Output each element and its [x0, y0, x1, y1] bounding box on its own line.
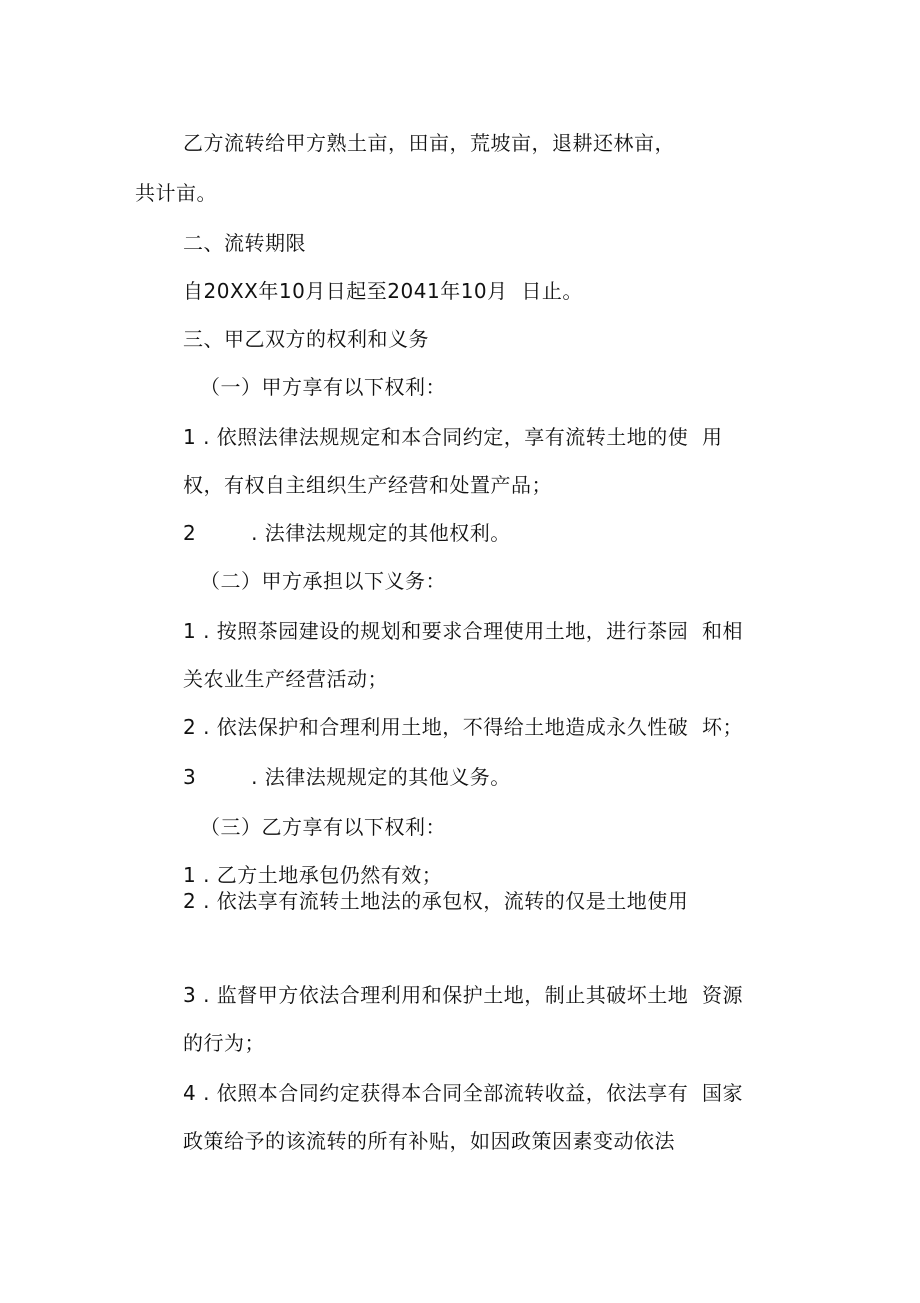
subsection-heading: （一）甲方享有以下权利：	[200, 375, 446, 399]
list-item: 1 . 依照法律法规规定和本合同约定，享有流转土地的使 用	[183, 425, 723, 449]
paragraph-line: 关农业生产经营活动；	[183, 667, 388, 691]
section-heading: 三、甲乙双方的权利和义务	[183, 327, 429, 351]
list-item: 3 . 监督甲方依法合理利用和保护土地，制止其破坏土地 资源	[183, 983, 744, 1007]
subsection-heading: （三）乙方享有以下权利：	[200, 815, 446, 839]
subsection-heading: （二）甲方承担以下义务：	[200, 569, 446, 593]
list-item: 2 . 依法保护和合理利用土地，不得给土地造成永久性破 坏；	[183, 715, 744, 739]
paragraph-line: 政策给予的该流转的所有补贴，如因政策因素变动依法	[183, 1129, 675, 1153]
list-item: 2 . 依法享有流转土地法的承包权，流转的仅是土地使用	[183, 889, 689, 913]
paragraph-line: 乙方流转给甲方熟土亩，田亩，荒坡亩，退耕还林亩，	[183, 131, 675, 155]
list-item: 3 . 法律法规规定的其他义务。	[183, 765, 511, 789]
list-item: 2 . 法律法规规定的其他权利。	[183, 521, 511, 545]
paragraph-line: 的行为；	[183, 1031, 265, 1055]
list-item: 4 . 依照本合同约定获得本合同全部流转收益，依法享有 国家	[183, 1081, 744, 1105]
paragraph-line: 自20XX年10月日起至2041年10月 日止。	[183, 279, 583, 303]
section-heading: 二、流转期限	[183, 231, 306, 255]
paragraph-line: 权，有权自主组织生产经营和处置产品；	[183, 473, 552, 497]
list-item: 1 . 按照茶园建设的规划和要求合理使用土地，进行茶园 和相	[183, 619, 744, 643]
list-item: 1 . 乙方土地承包仍然有效；	[183, 863, 443, 887]
paragraph-line: 共计亩。	[135, 181, 217, 205]
